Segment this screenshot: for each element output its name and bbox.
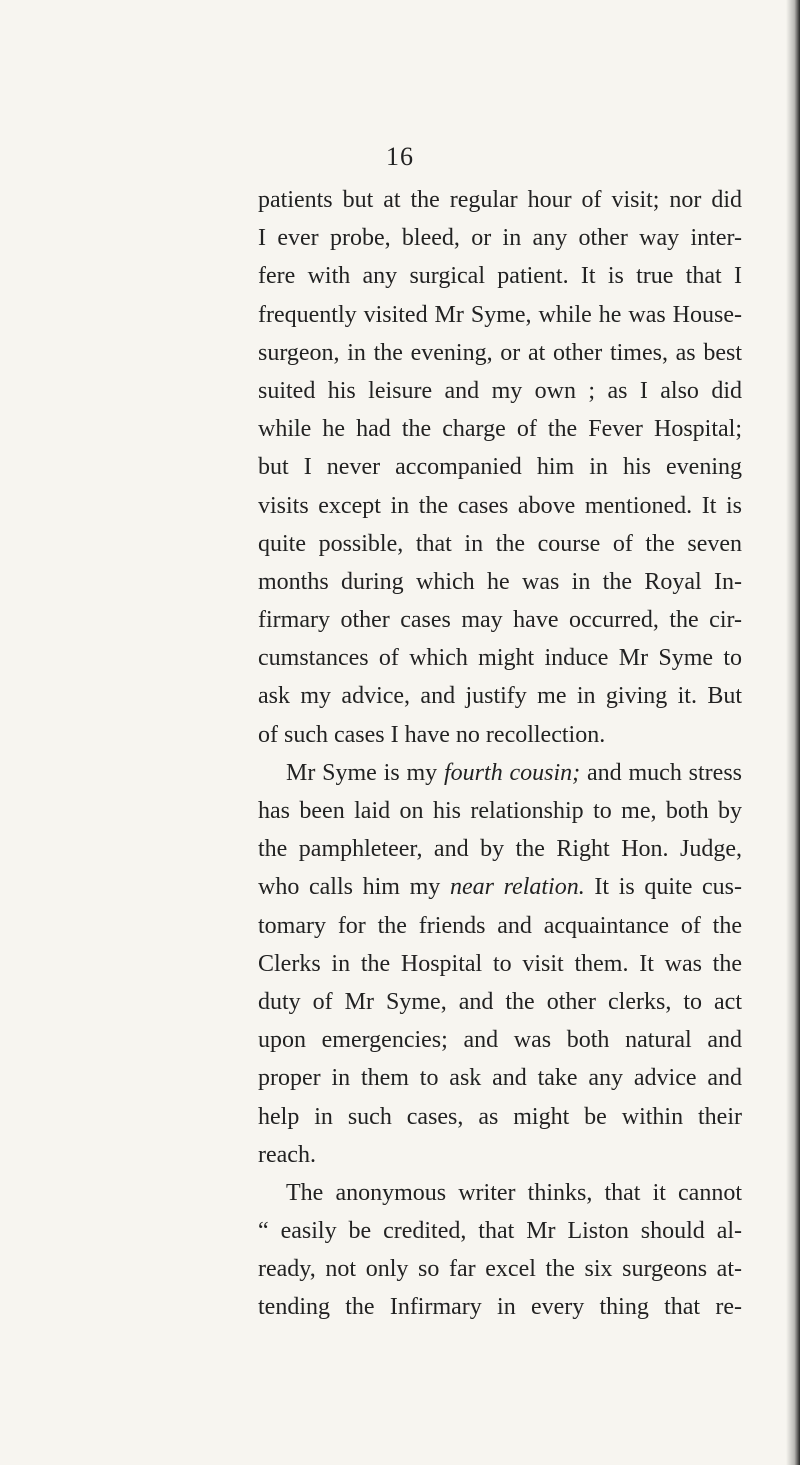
text-line: months during which he was in the Royal In- [258, 568, 742, 595]
text-line: help in such cases, as might be within their [258, 1103, 742, 1130]
text-line: fere with any surgical patient. It is true that I [258, 263, 742, 290]
text-line: patients but at the regular hour of visit; nor did [258, 187, 742, 213]
text-line: Clerks in the Hospital to visit them. It was the [258, 950, 742, 977]
text-line-with-italic [258, 754, 742, 792]
paragraph-end-line: of such cases I have no recollection. [258, 721, 606, 748]
text-line: proper in them to ask and take any advice and [258, 1065, 742, 1092]
text-line: while he had the charge of the Fever Hospital; [258, 416, 742, 443]
text-line: The anonymous writer thinks, that it cannot [286, 1179, 742, 1206]
text-line: quite possible, that in the course of the seven [258, 530, 742, 557]
text-line: duty of Mr Syme, and the other clerks, to act [258, 988, 742, 1015]
text-line: surgeon, in the evening, or at other times, as best [258, 339, 742, 366]
text-line: tomary for the friends and acquaintance of the [258, 912, 742, 939]
text-segment: Mr Syme is my [286, 759, 445, 786]
page-edge-shadow [786, 0, 800, 1465]
text-line-with-italic [258, 868, 742, 906]
text-line: cumstances of which might induce Mr Syme to [258, 645, 742, 672]
italic-phrase: near relation. [449, 874, 585, 901]
text-line: tending the Infirmary in every thing that re- [258, 1294, 742, 1321]
text-segment: and much stress [580, 759, 742, 786]
text-line: “ easily be credited, that Mr Liston should al- [258, 1218, 742, 1245]
text-line: has been laid on his relationship to me, both by [258, 798, 742, 824]
italic-phrase: fourth cousin; [444, 759, 581, 786]
text-segment: It is quite cus- [584, 874, 742, 901]
text-line: frequently visited Mr Syme, while he was House- [258, 301, 742, 328]
text-line: ask my advice, and justify me in giving it. But [258, 683, 742, 710]
text-segment: who calls him my [258, 874, 450, 901]
text-line: suited his leisure and my own ; as I also did [258, 377, 742, 404]
body-text [258, 181, 742, 1327]
text-line: ready, not only so far excel the six surgeons at- [258, 1256, 742, 1283]
text-line: firmary other cases may have occurred, the cir- [258, 607, 742, 634]
text-line: but I never accompanied him in his evening [258, 454, 742, 481]
text-line: I ever probe, bleed, or in any other way inter- [258, 225, 742, 252]
page-number: 16 [386, 142, 414, 171]
text-line: upon emergencies; and was both natural and [258, 1027, 742, 1054]
text-line: visits except in the cases above mentioned. It is [258, 492, 742, 519]
text-line: the pamphleteer, and by the Right Hon. Judge, [258, 836, 742, 863]
paragraph-end-line: reach. [258, 1141, 316, 1168]
